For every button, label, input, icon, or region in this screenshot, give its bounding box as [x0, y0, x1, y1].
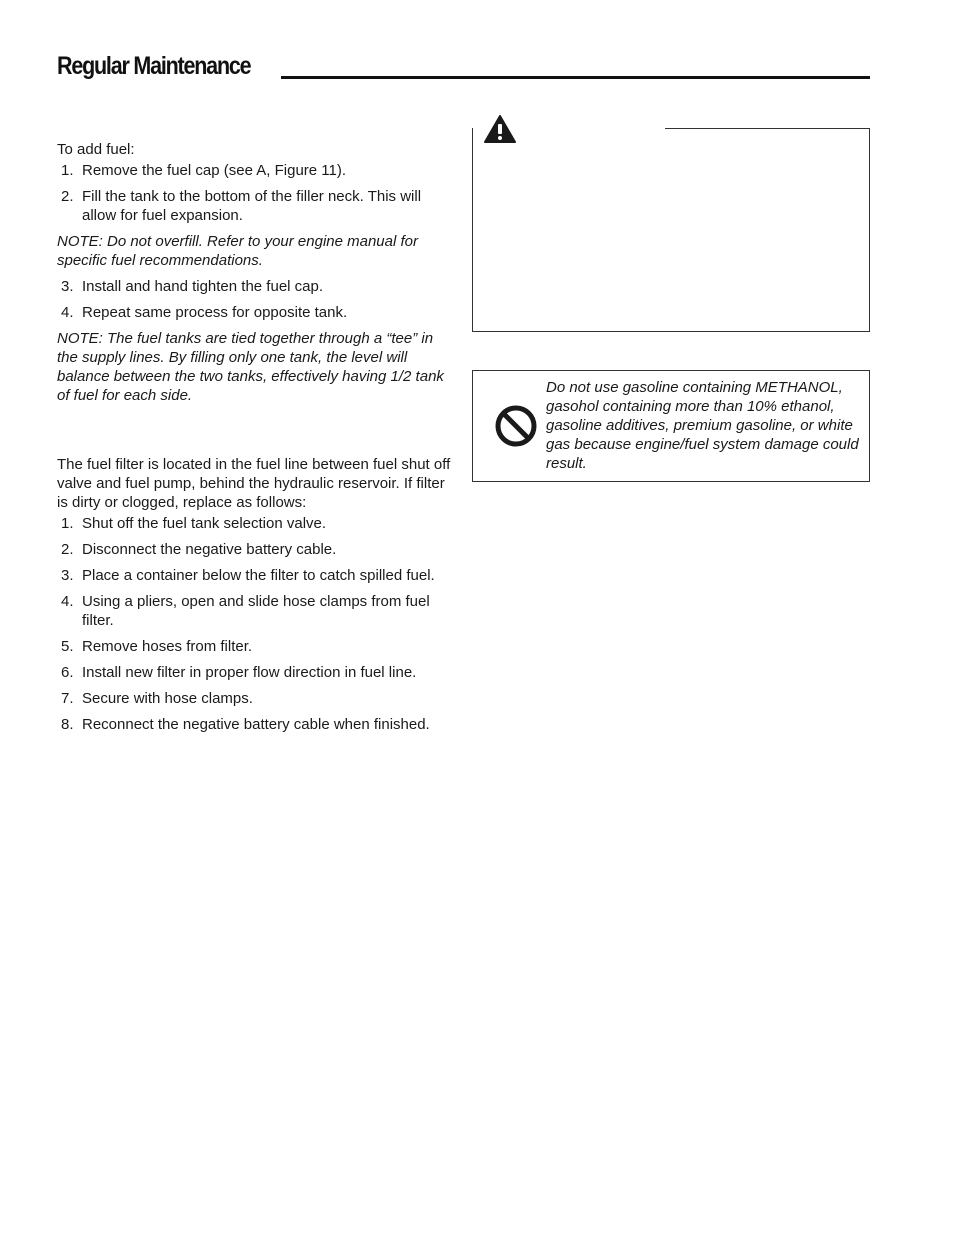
- step-number: 8.: [61, 716, 74, 733]
- list-item: [57, 566, 457, 585]
- list-item: [57, 514, 457, 533]
- fuel-note-overfill: NOTE: Do not overfill. Refer to your engine manual for specific fuel recommendations.: [57, 233, 418, 269]
- list-item: [57, 277, 457, 296]
- step-number: 3.: [61, 278, 74, 295]
- prohibit-text: Do not use gasoline containing METHANOL, gasohol containing more than 10% ethanol, gasoline additives, premium gasoline, or white gas because engine/fuel system damage could result.: [546, 379, 859, 472]
- prohibition-icon: [494, 404, 538, 448]
- step-number: 4.: [61, 304, 74, 321]
- fuel-steps-b: [57, 277, 457, 322]
- header-rule: [281, 76, 870, 79]
- page-header: [57, 52, 870, 82]
- list-item: [57, 663, 457, 682]
- step-text: Using a pliers, open and slide hose clamps from fuel filter.: [82, 593, 430, 629]
- filter-intro: The fuel filter is located in the fuel line between fuel shut off valve and fuel pump, behind the hydraulic reservoir. If filter is dirty or clogged, replace as follows:: [57, 456, 451, 511]
- fuel-intro: To add fuel:: [57, 141, 135, 158]
- step-number: 1.: [61, 515, 74, 532]
- fuel-note-tee: NOTE: The fuel tanks are tied together through a “tee” in the supply lines. By filling only one tank, the level will balance between the two tanks, effectively having 1/2 tank of fuel for each side.: [57, 330, 444, 404]
- step-text: Reconnect the negative battery cable when finished.: [82, 716, 430, 733]
- step-number: 6.: [61, 664, 74, 681]
- step-text: Fill the tank to the bottom of the filler neck. This will allow for fuel expansion.: [82, 188, 422, 224]
- list-item: [57, 540, 457, 559]
- section-gap: [57, 412, 457, 455]
- step-number: 5.: [61, 638, 74, 655]
- step-text: Disconnect the negative battery cable.: [82, 541, 337, 558]
- warning-box: [472, 128, 870, 332]
- step-text: Remove hoses from filter.: [82, 638, 253, 655]
- step-text: Remove the fuel cap (see A, Figure 11).: [82, 162, 347, 179]
- list-item: [57, 592, 457, 630]
- prohibit-box: [472, 370, 870, 482]
- warning-top-rule: [665, 128, 870, 129]
- list-item: [57, 637, 457, 656]
- warning-triangle-icon: [483, 114, 517, 144]
- step-text: Place a container below the filter to catch spilled fuel.: [82, 567, 435, 584]
- page-title: Regular Maintenance: [57, 52, 251, 80]
- filter-steps: [57, 514, 457, 734]
- step-number: 4.: [61, 593, 74, 610]
- list-item: [57, 303, 457, 322]
- fuel-steps-a: [57, 161, 457, 225]
- left-column: [57, 140, 457, 741]
- step-text: Install new filter in proper flow direction in fuel line.: [82, 664, 417, 681]
- step-text: Install and hand tighten the fuel cap.: [82, 278, 324, 295]
- step-number: 7.: [61, 690, 74, 707]
- step-number: 2.: [61, 188, 74, 205]
- step-number: 2.: [61, 541, 74, 558]
- list-item: [57, 715, 457, 734]
- step-number: 3.: [61, 567, 74, 584]
- step-text: Repeat same process for opposite tank.: [82, 304, 348, 321]
- list-item: [57, 161, 457, 180]
- step-number: 1.: [61, 162, 74, 179]
- step-text: Secure with hose clamps.: [82, 690, 253, 707]
- list-item: [57, 187, 457, 225]
- step-text: Shut off the fuel tank selection valve.: [82, 515, 327, 532]
- list-item: [57, 689, 457, 708]
